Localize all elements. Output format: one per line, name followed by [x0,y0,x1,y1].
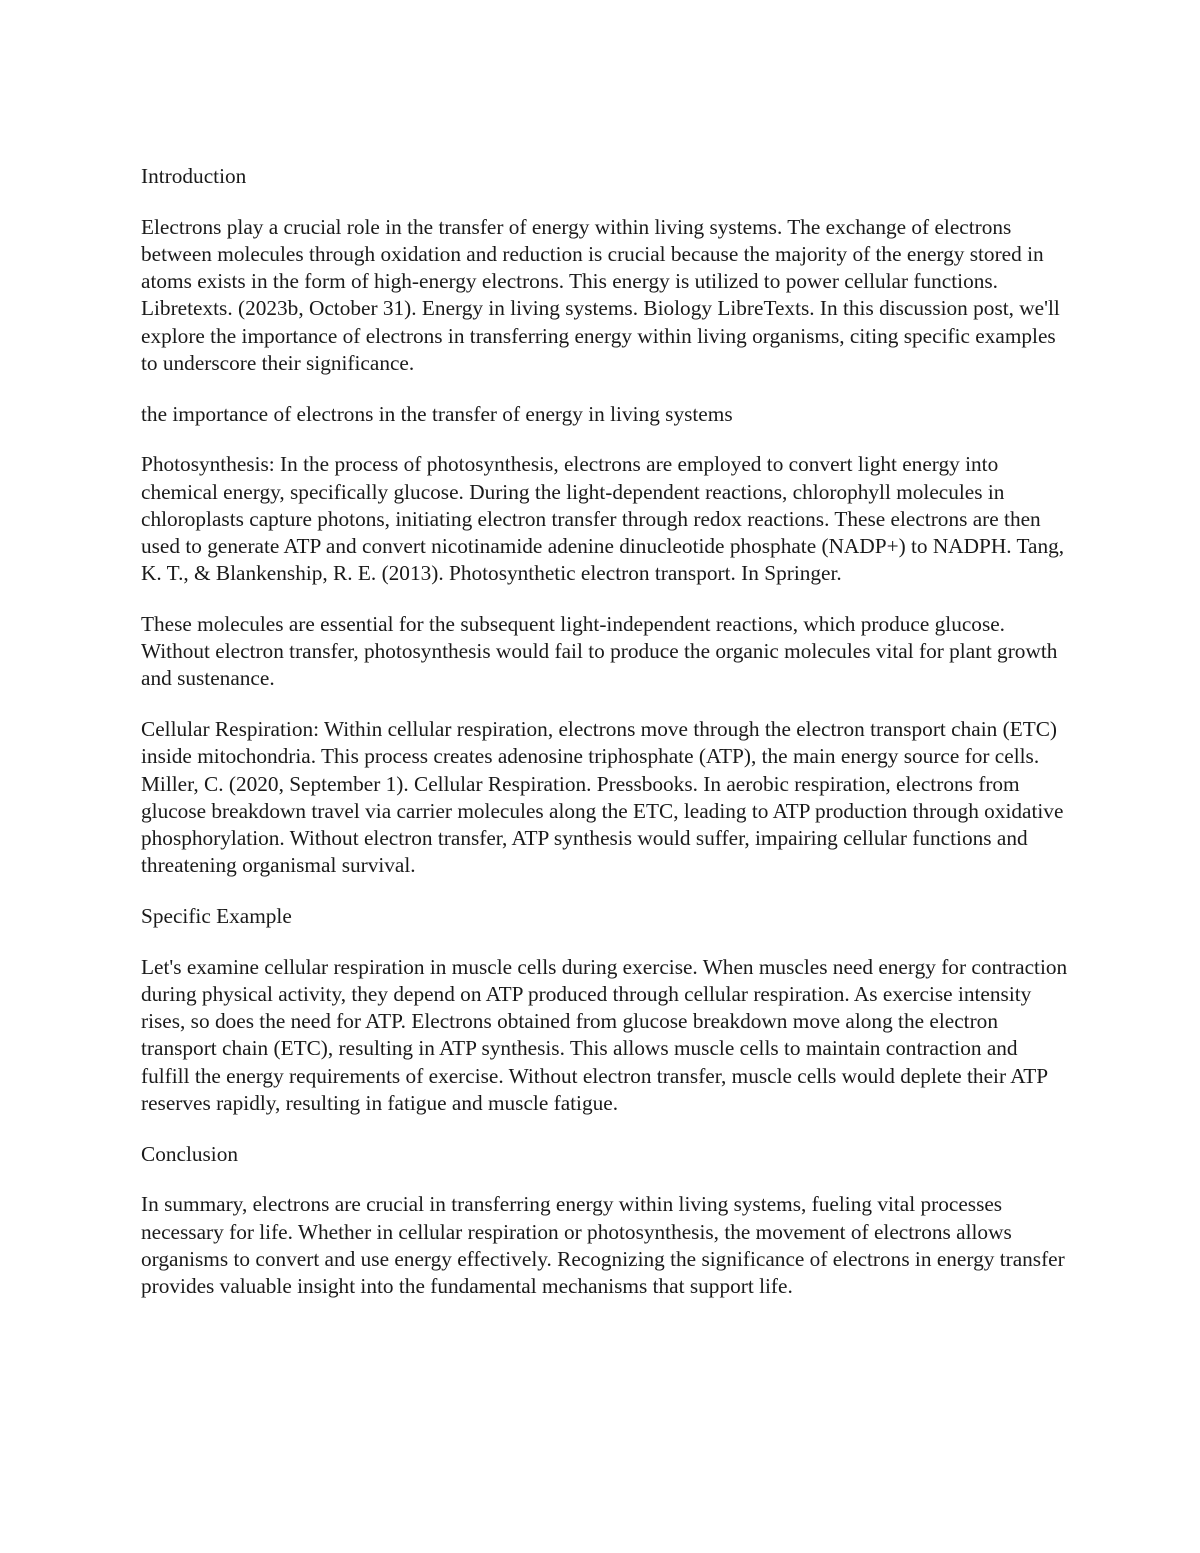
section-heading-importance: the importance of electrons in the transfer of energy in living systems [141,401,733,426]
paragraph-cellular-respiration: Cellular Respiration: Within cellular respiration, electrons move through the electron transport chain (ETC) inside mitochondria. This process creates adenosine triphosphate (ATP), the main energy source for cells. Miller, C. (2020, September 1). Cellular Respiration. Pressbooks. In aerobic respiration, electrons from glucose breakdown travel via carrier molecules along the ETC, leading to ATP production through oxidative phosphorylation. Without electron transfer, ATP synthesis would suffer, impairing cellular functions and threatening organismal survival. [141,717,1064,878]
paragraph-specific-example: Let's examine cellular respiration in muscle cells during exercise. When muscles need energy for contraction during physical activity, they depend on ATP produced through cellular respiration. As exercise intensity rises, so does the need for ATP. Electrons obtained from glucose breakdown move along the electron transport chain (ETC), resulting in ATP synthesis. This allows muscle cells to maintain contraction and fulfill the energy requirements of exercise. Without electron transfer, muscle cells would deplete their ATP reserves rapidly, resulting in fatigue and muscle fatigue. [141,954,1068,1115]
section-heading-conclusion: Conclusion [141,1141,239,1166]
paragraph-introduction: Electrons play a crucial role in the transfer of energy within living systems. The exchange of electrons between molecules through oxidation and reduction is crucial because the majority of the energy stored in atoms exists in the form of high-energy electrons. This energy is utilized to power cellular functions. Libretexts. (2023b, October 31). Energy in living systems. Biology LibreTexts. In this discussion post, we'll explore the importance of electrons in transferring energy within living organisms, citing specific examples to underscore their significance. [141,214,1060,375]
paragraph-conclusion: In summary, electrons are crucial in transferring energy within living systems, fueling vital processes necessary for life. Whether in cellular respiration or photosynthesis, the movement of electrons allows organisms to convert and use energy effectively. Recognizing the significance of electrons in energy transfer provides valuable insight into the fundamental mechanisms that support life. [141,1192,1065,1299]
paragraph-photosynthesis: Photosynthesis: In the process of photosynthesis, electrons are employed to convert light energy into chemical energy, specifically glucose. During the light-dependent reactions, chlorophyll molecules in chloroplasts capture photons, initiating electron transfer through redox reactions. These electrons are then used to generate ATP and convert nicotinamide adenine dinucleotide phosphate (NADP+) to NADPH. Tang, K. T., & Blankenship, R. E. (2013). Photosynthetic electron transport. In Springer. [141,452,1065,586]
document-body [141,163,1071,1324]
paragraph-light-independent: These molecules are essential for the subsequent light-independent reactions, which produce glucose. Without electron transfer, photosynthesis would fail to produce the organic molecules vital for plant growth and sustenance. [141,612,1058,691]
section-heading-specific-example: Specific Example [141,904,292,929]
section-heading-introduction: Introduction [141,164,247,188]
